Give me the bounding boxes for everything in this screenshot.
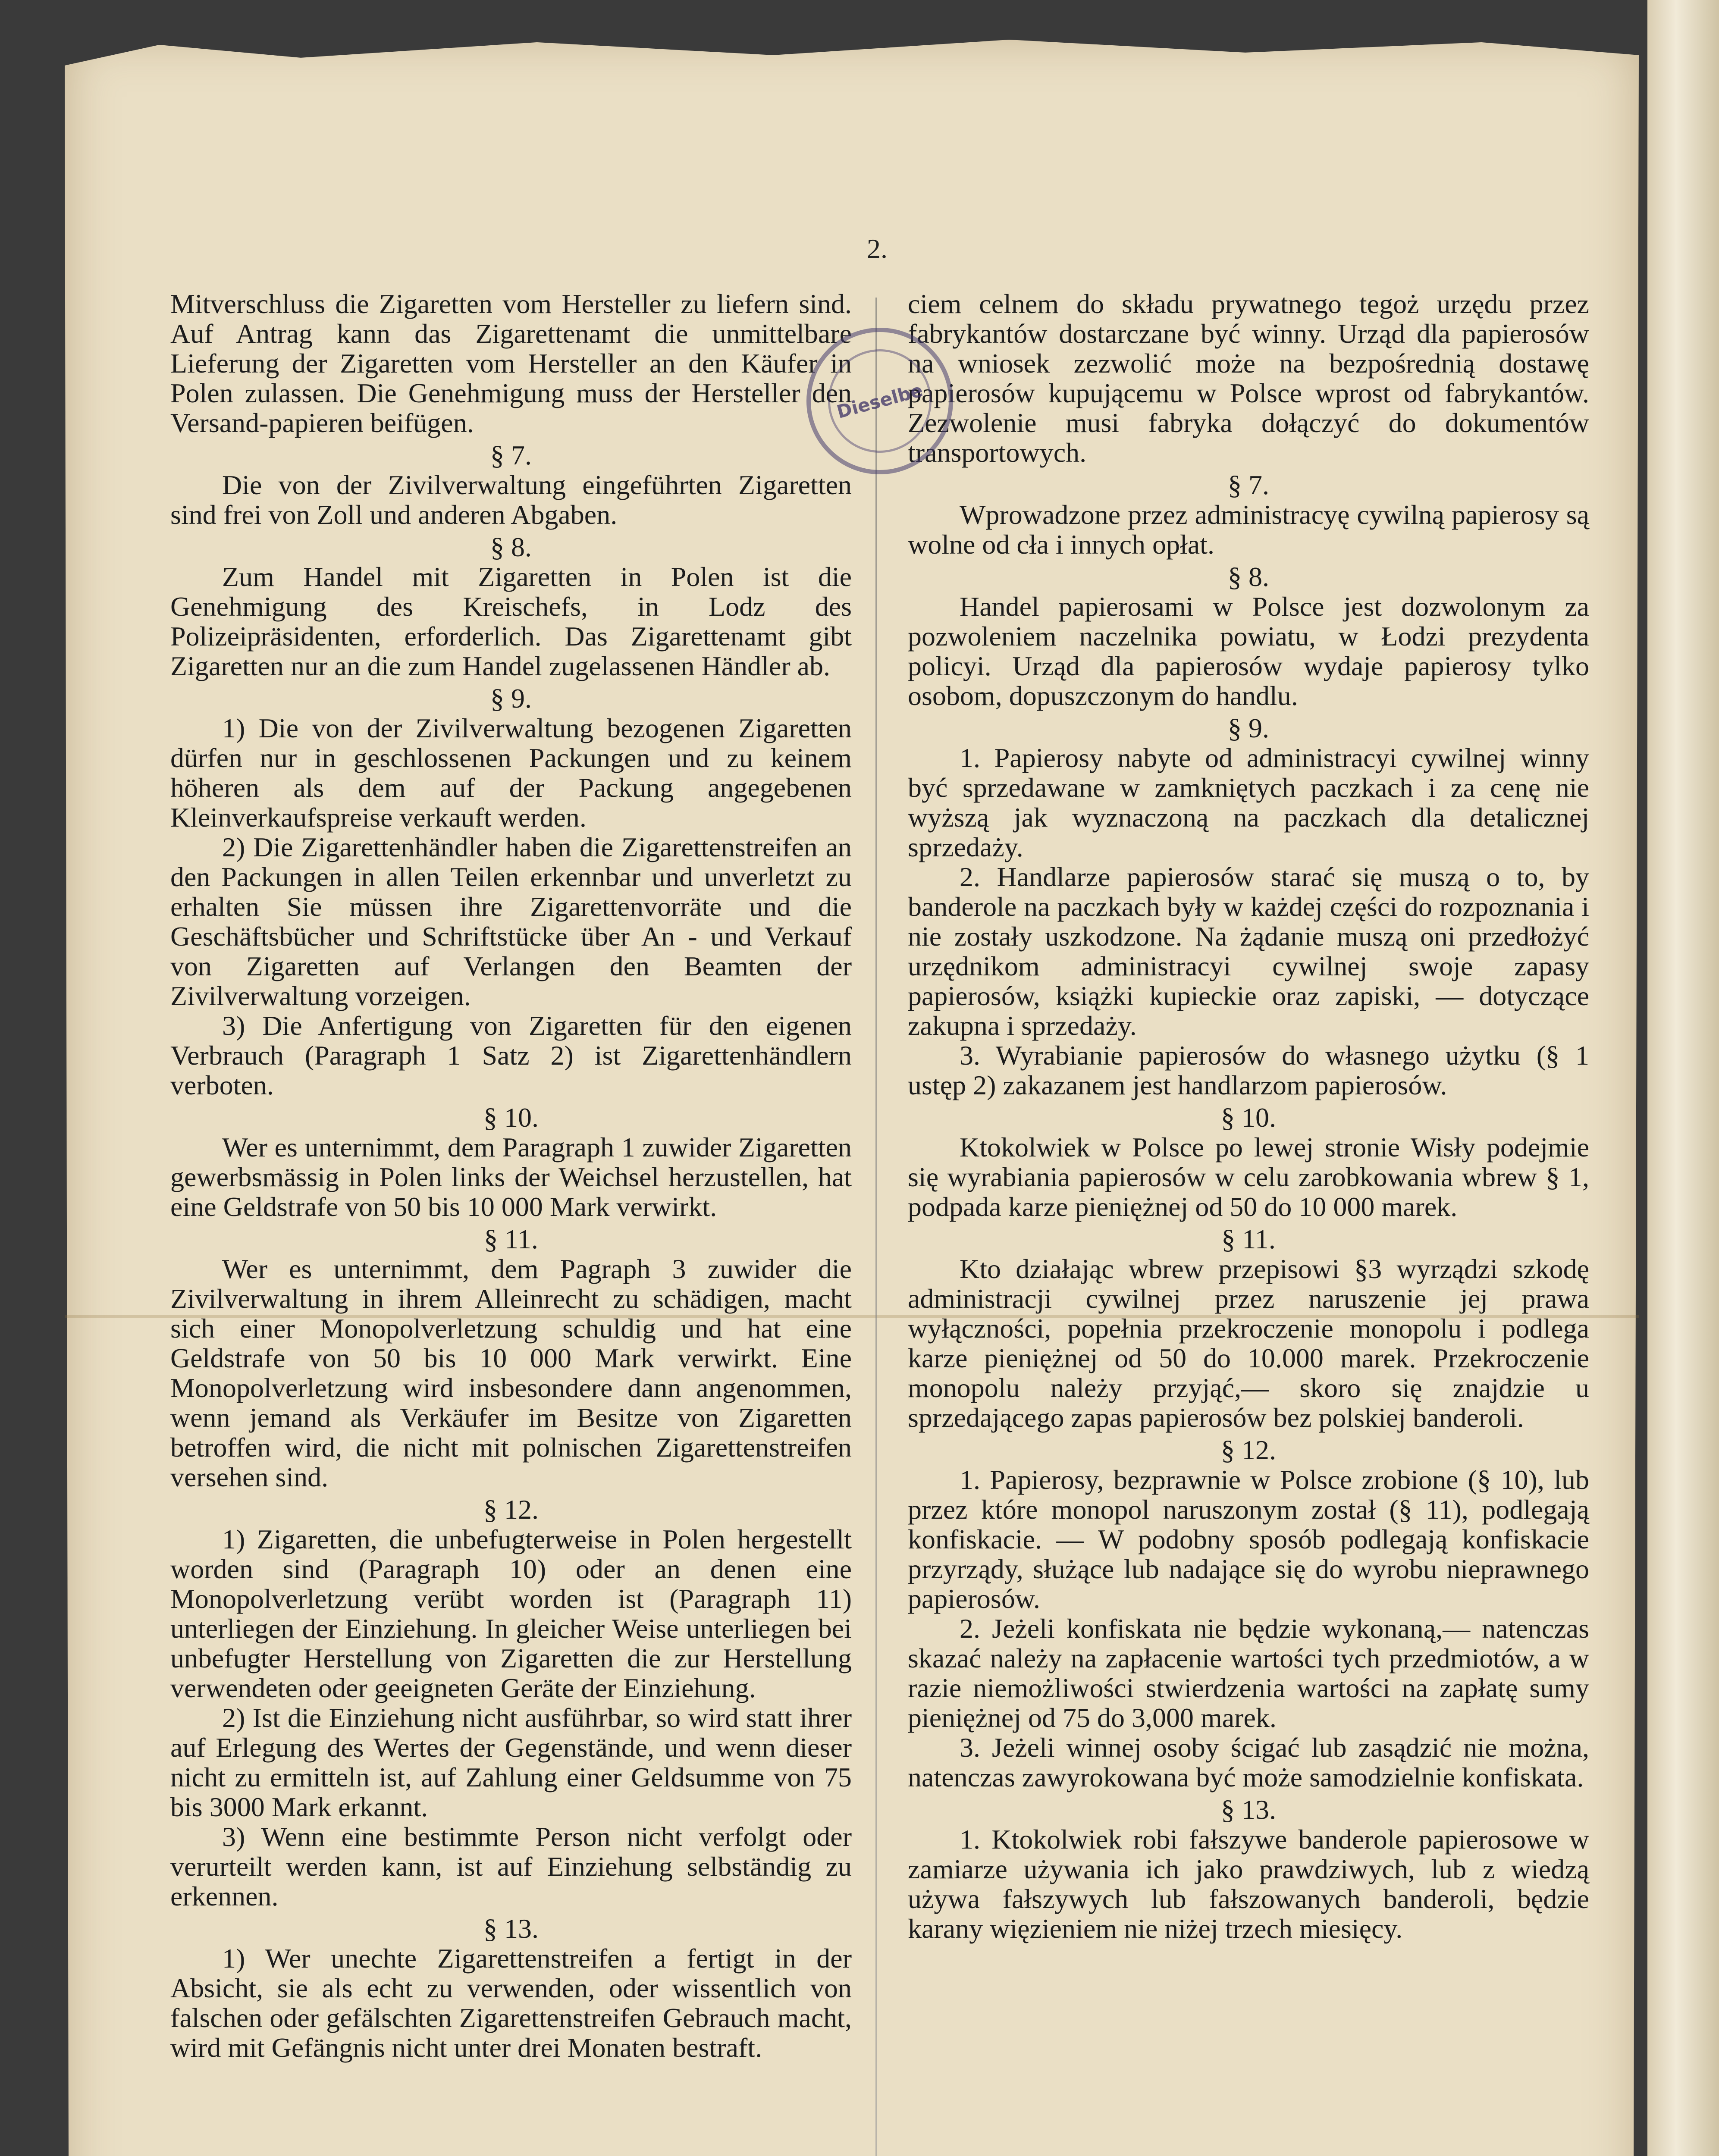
- adjacent-page-edge: [1647, 0, 1719, 2156]
- paragraph: 3. Jeżeli winnej osoby ścigać lub zasądzić nie można, natenczas zawyrokowana być może samodzielnie konfiskata.: [908, 1732, 1589, 1792]
- paragraph: Handel papierosami w Polsce jest dozwolonym za pozwoleniem naczelnika powiatu, w Łodzi prezydenta policyi. Urząd dla papierosów wydaje papierosy tylko osobom, dopuszczonym do handlu.: [908, 591, 1589, 711]
- section-heading: § 10.: [1221, 1102, 1276, 1133]
- section-heading: § 10.: [483, 1102, 539, 1133]
- polish-text-column: [908, 289, 1589, 1943]
- paragraph: Mitverschluss die Zigaretten vom Hersteller zu liefern sind. Auf Antrag kann das Zigarettenamt die unmittelbare Lieferung der Zigaretten vom Hersteller an den Käufer in Polen zulassen. Die Genehmigung muss der Hersteller den Versand-papieren beifügen.: [170, 288, 852, 438]
- paragraph: 1. Papierosy, bezprawnie w Polsce zrobione (§ 10), lub przez które monopol naruszonym został (§ 11), podlegają konfiskacie. — W podobny sposób podlegają konfiskacie przyrządy, służące lub nadające się do wyrobu nieprawnego papierosów.: [908, 1464, 1589, 1614]
- page-number: 2.: [867, 233, 888, 264]
- section-heading: § 11.: [1221, 1224, 1276, 1254]
- section-heading: § 8.: [490, 532, 532, 562]
- paragraph: 1) Die von der Zivilverwaltung bezogenen Zigaretten dürfen nur in geschlossenen Packungen und zu keinem höheren als dem auf der Packung angegebenen Kleinverkaufspreise verkauft werden.: [170, 713, 852, 833]
- paragraph: 1) Zigaretten, die unbefugterweise in Polen hergestellt worden sind (Paragraph 10) oder an denen eine Monopolverletzung verübt worden ist (Paragraph 11) unterliegen der Einziehung. In gleicher Weise unterliegen bei unbefugter Herstellung von Zigaretten die zur Herstellung verwendeten oder geeigneten Geräte der Einziehung.: [170, 1524, 852, 1703]
- paragraph: 3) Die Anfertigung von Zigaretten für den eigenen Verbrauch (Paragraph 1 Satz 2) ist Zigarettenhändlern verboten.: [170, 1010, 852, 1100]
- paragraph: Wer es unternimmt, dem Paragraph 1 zuwider Zigaretten gewerbsmässig in Polen links der Weichsel herzustellen, hat eine Geldstrafe von 50 bis 10 000 Mark verwirkt.: [170, 1132, 852, 1222]
- paragraph: 2) Die Zigarettenhändler haben die Zigarettenstreifen an den Packungen in allen Teilen erkennbar und unverletzt zu erhalten Sie müssen ihre Zigarettenvorräte und die Geschäftsbücher und Schriftstücke über An - und Verkauf von Zigaretten auf Verlangen den Beamten der Zivilverwaltung vorzeigen.: [170, 832, 852, 1011]
- section-heading: § 9.: [490, 683, 532, 714]
- section-heading: § 8.: [1228, 561, 1269, 592]
- paragraph: Die von der Zivilverwaltung eingeführten Zigaretten sind frei von Zoll und anderen Abgaben.: [170, 470, 852, 530]
- paragraph: Wprowadzone przez administracyę cywilną papierosy są wolne od cła i innych opłat.: [908, 499, 1589, 560]
- paragraph: Ktokolwiek w Polsce po lewej stronie Wisły podejmie się wyrabiania papierosów w celu zarobkowania wbrew § 1, podpada karze pieniężnej od 50 do 10 000 marek.: [908, 1132, 1589, 1222]
- paragraph: 1. Papierosy nabyte od administracyi cywilnej winny być sprzedawane w zamkniętych paczkach i za cenę nie wyższą jak wyznaczoną na paczkach dla detalicznej sprzedaży.: [908, 743, 1589, 862]
- section-heading: § 13.: [483, 1913, 539, 1944]
- section-heading: § 13.: [1221, 1794, 1276, 1825]
- paragraph: 2) Ist die Einziehung nicht ausführbar, so wird statt ihrer auf Erlegung des Wertes der Gegenstände, und wenn dieser nicht zu ermitteln ist, auf Zahlung einer Geldsumme von 75 bis 3000 Mark erkannt.: [170, 1702, 852, 1822]
- paragraph: 2. Handlarze papierosów starać się muszą o to, by banderole na paczkach były w każdej części do rozpoznania i nie zostały uszkodzone. Na żądanie muszą oni przedłożyć urzędnikom administracyi cywilnej swoje zapasy papierosów, książki kupieckie oraz zapiski, — dotyczące zakupna i sprzedaży.: [908, 862, 1589, 1041]
- section-heading: § 7.: [1228, 470, 1269, 500]
- column-divider: [875, 298, 877, 2156]
- german-text-column: [170, 289, 852, 2062]
- paragraph: 1. Ktokolwiek robi fałszywe banderole papierosowe w zamiarze używania ich jako prawdziwych, lub z wiedzą używa fałszywych lub fałszowanych banderoli, będzie karany więzieniem nie niżej trzech miesięcy.: [908, 1824, 1589, 1944]
- section-heading: § 12.: [483, 1494, 539, 1525]
- section-heading: § 7.: [490, 440, 532, 470]
- paragraph: 2. Jeżeli konfiskata nie będzie wykonaną,— natenczas skazać należy na zapłacenie wartości tych przedmiotów, a w razie niemożliwości stwierdzenia wartości na zapłatę sumy pieniężnej od 75 do 3,000 marek.: [908, 1613, 1589, 1733]
- stamp-text: Dieselbe: [834, 379, 925, 423]
- paragraph: Zum Handel mit Zigaretten in Polen ist die Genehmigung des Kreischefs, in Lodz des Polizeipräsidenten, erforderlich. Das Zigarettenamt gibt Zigaretten nur an die zum Handel zugelassenen Händler ab.: [170, 561, 852, 681]
- paragraph: Kto działając wbrew przepisowi §3 wyrządzi szkodę administracji cywilnej przez naruszenie jej prawa wyłączności, popełnia przekroczenie monopolu i podlega karze pieniężnej od 50 do 10.000 marek. Przekroczenie monopolu należy przyjąć,— skoro się znajdzie u sprzedającego zapas papierosów bez polskiej banderoli.: [908, 1253, 1589, 1433]
- paragraph: Wer es unternimmt, dem Pagraph 3 zuwider die Zivilverwaltung in ihrem Alleinrecht zu schädigen, macht sich einer Monopolverletzung schuldig und hat eine Geldstrafe von 50 bis 10 000 Mark verwirkt. Eine Monopolverletzung wird insbesondere dann angenommen, wenn jemand als Verkäufer im Besitze von Zigaretten betroffen wird, die nicht mit polnischen Zigarettenstreifen versehen sind.: [170, 1253, 852, 1492]
- paragraph: 3. Wyrabianie papierosów do własnego użytku (§ 1 ustęp 2) zakazanem jest handlarzom papierosów.: [908, 1040, 1589, 1100]
- section-heading: § 11.: [484, 1224, 538, 1254]
- section-heading: § 9.: [1228, 713, 1269, 743]
- paragraph: 3) Wenn eine bestimmte Person nicht verfolgt oder verurteilt werden kann, ist auf Einziehung selbständig zu erkennen.: [170, 1821, 852, 1912]
- section-heading: § 12.: [1221, 1435, 1276, 1465]
- paragraph: 1) Wer unechte Zigarettenstreifen a fertigt in der Absicht, sie als echt zu verwenden, oder wissentlich von falschen oder gefälschten Zigarettenstreifen Gebrauch macht, wird mit Gefängnis nicht unter drei Monaten bestraft.: [170, 1943, 852, 2063]
- paragraph: ciem celnem do składu prywatnego tegoż urzędu przez fabrykantów dostarczane być winny. Urząd dla papierosów na wniosek zezwolić może na bezpośrednią dostawę papierosów kupującemu w Polsce wprost od fabrykantów. Zezwolenie musi fabryka dołączyć do dokumentów transportowych.: [908, 288, 1589, 468]
- ink-stamp: [806, 328, 953, 474]
